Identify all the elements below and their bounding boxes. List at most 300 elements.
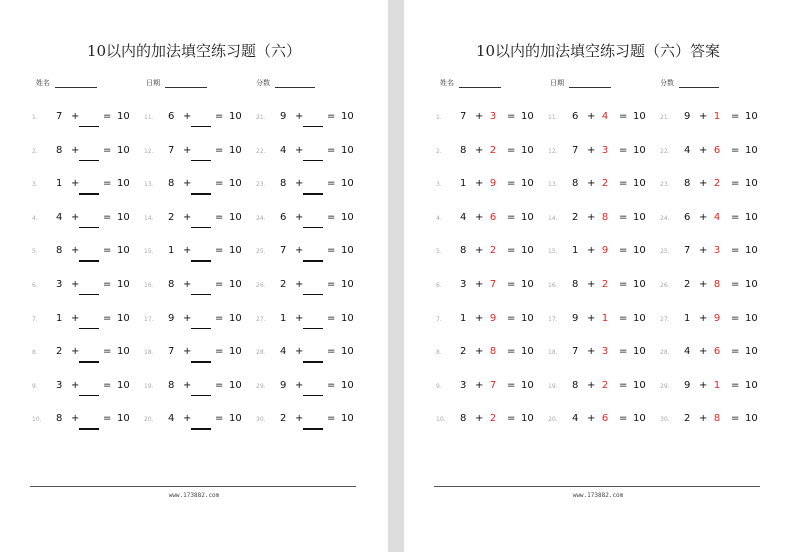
equals-sign: = bbox=[507, 144, 516, 156]
problem-number: 3. bbox=[436, 181, 442, 189]
problem-number: 4. bbox=[32, 214, 38, 222]
equals-sign: = bbox=[327, 279, 336, 290]
equals-sign: = bbox=[215, 245, 224, 257]
sum-value: 10 bbox=[521, 312, 534, 324]
footer-divider bbox=[434, 486, 760, 487]
addend: 8 bbox=[56, 245, 63, 257]
date-field bbox=[550, 70, 611, 88]
footer-divider bbox=[30, 486, 356, 487]
plus-sign: + bbox=[475, 178, 484, 190]
problem-item bbox=[548, 177, 648, 201]
page-title: 10以内的加法填空练习题（六）答案 bbox=[475, 42, 721, 60]
answer-value: 9 bbox=[601, 245, 609, 257]
answer-value: 8 bbox=[489, 346, 497, 358]
sum-value: 10 bbox=[117, 312, 130, 324]
sum-value: 10 bbox=[745, 178, 758, 190]
addend: 8 bbox=[56, 144, 63, 156]
page-title: 10以内的加法填空练习题（六） bbox=[86, 42, 302, 60]
equals-sign: = bbox=[619, 379, 628, 391]
problem-number: 24. bbox=[660, 214, 670, 222]
answer-value: 2 bbox=[489, 245, 497, 257]
answer-blank[interactable] bbox=[303, 361, 323, 362]
problem-item bbox=[256, 211, 356, 235]
problem-item bbox=[144, 244, 244, 268]
problem-number: 22. bbox=[256, 147, 266, 155]
sum-value: 10 bbox=[229, 211, 242, 223]
addend: 2 bbox=[460, 346, 467, 358]
sum-value: 10 bbox=[745, 379, 758, 391]
equals-sign: = bbox=[731, 144, 740, 156]
sum-value: 10 bbox=[117, 245, 130, 257]
addend: 2 bbox=[572, 211, 579, 223]
problem-number: 11. bbox=[144, 114, 154, 121]
answer-value: 2 bbox=[489, 144, 497, 156]
sum-value: 10 bbox=[229, 312, 242, 324]
addend: 6 bbox=[684, 211, 691, 223]
equals-sign: = bbox=[215, 312, 224, 324]
answer-blank[interactable] bbox=[303, 328, 323, 329]
sum-value: 10 bbox=[117, 279, 130, 290]
plus-sign: + bbox=[295, 379, 304, 391]
plus-sign: + bbox=[295, 144, 304, 156]
plus-sign: + bbox=[587, 144, 596, 156]
problem-number: 22. bbox=[660, 147, 670, 155]
answer-value: 2 bbox=[601, 379, 609, 391]
answer-blank[interactable] bbox=[79, 227, 99, 228]
equals-sign: = bbox=[507, 379, 516, 391]
sum-value: 10 bbox=[341, 144, 354, 156]
problem-item bbox=[436, 278, 536, 302]
answer-blank[interactable] bbox=[191, 160, 211, 161]
plus-sign: + bbox=[183, 211, 192, 223]
plus-sign: + bbox=[183, 178, 192, 190]
answer-value: 4 bbox=[713, 211, 721, 223]
problem-item bbox=[144, 177, 244, 201]
problem-item bbox=[436, 110, 536, 134]
equals-sign: = bbox=[507, 312, 516, 324]
problem-item bbox=[256, 110, 356, 134]
equals-sign: = bbox=[103, 211, 112, 223]
problem-item bbox=[256, 312, 356, 336]
answer-blank[interactable] bbox=[191, 395, 211, 396]
addend: 8 bbox=[684, 178, 691, 190]
addend: 7 bbox=[168, 346, 175, 358]
problem-number: 8. bbox=[436, 349, 442, 357]
equals-sign: = bbox=[327, 178, 336, 190]
plus-sign: + bbox=[71, 111, 80, 122]
sum-value: 10 bbox=[745, 413, 758, 425]
answer-value: 8 bbox=[601, 211, 609, 223]
sum-value: 10 bbox=[229, 346, 242, 358]
equals-sign: = bbox=[731, 413, 740, 425]
answer-blank[interactable] bbox=[303, 428, 323, 429]
addend: 4 bbox=[572, 413, 579, 425]
plus-sign: + bbox=[699, 111, 708, 122]
problem-number: 13. bbox=[144, 181, 154, 189]
problem-item bbox=[144, 312, 244, 336]
plus-sign: + bbox=[183, 279, 192, 290]
answer-blank[interactable] bbox=[191, 328, 211, 329]
addend: 7 bbox=[684, 245, 691, 257]
answer-blank[interactable] bbox=[79, 160, 99, 161]
problem-item bbox=[436, 211, 536, 235]
equals-sign: = bbox=[215, 279, 224, 290]
problem-item bbox=[144, 278, 244, 302]
answer-blank[interactable] bbox=[191, 361, 211, 362]
problem-item bbox=[256, 177, 356, 201]
plus-sign: + bbox=[295, 279, 304, 290]
plus-sign: + bbox=[71, 211, 80, 223]
equals-sign: = bbox=[215, 379, 224, 391]
date-blank bbox=[165, 86, 207, 88]
plus-sign: + bbox=[71, 178, 80, 190]
answer-blank[interactable] bbox=[191, 126, 211, 127]
plus-sign: + bbox=[183, 245, 192, 257]
problem-item bbox=[660, 278, 760, 302]
problem-item bbox=[32, 312, 132, 336]
addend: 9 bbox=[168, 312, 175, 324]
equals-sign: = bbox=[507, 413, 516, 425]
sum-value: 10 bbox=[117, 111, 130, 122]
addend: 7 bbox=[572, 346, 579, 358]
answer-value: 3 bbox=[489, 111, 497, 122]
problem-number: 7. bbox=[436, 315, 442, 323]
plus-sign: + bbox=[699, 211, 708, 223]
answer-value: 8 bbox=[713, 413, 721, 425]
problem-number: 25. bbox=[660, 248, 670, 256]
plus-sign: + bbox=[295, 413, 304, 425]
addend: 4 bbox=[168, 413, 175, 425]
name-blank bbox=[459, 86, 501, 88]
equals-sign: = bbox=[103, 413, 112, 425]
sum-value: 10 bbox=[117, 144, 130, 156]
answer-blank[interactable] bbox=[303, 160, 323, 161]
plus-sign: + bbox=[699, 245, 708, 257]
addend: 4 bbox=[280, 144, 287, 156]
addend: 2 bbox=[684, 413, 691, 425]
equals-sign: = bbox=[215, 178, 224, 190]
sum-value: 10 bbox=[633, 144, 646, 156]
equals-sign: = bbox=[619, 312, 628, 324]
problem-number: 20. bbox=[144, 416, 154, 424]
sum-value: 10 bbox=[229, 245, 242, 257]
problem-item bbox=[436, 177, 536, 201]
plus-sign: + bbox=[295, 245, 304, 257]
problem-item bbox=[660, 379, 760, 403]
plus-sign: + bbox=[587, 312, 596, 324]
plus-sign: + bbox=[475, 144, 484, 156]
problem-number: 23. bbox=[660, 181, 670, 189]
equals-sign: = bbox=[103, 111, 112, 122]
addend: 1 bbox=[460, 312, 467, 324]
plus-sign: + bbox=[71, 144, 80, 156]
answer-value: 2 bbox=[713, 178, 721, 190]
addend: 8 bbox=[168, 178, 175, 190]
plus-sign: + bbox=[295, 211, 304, 223]
plus-sign: + bbox=[475, 413, 484, 425]
sum-value: 10 bbox=[341, 178, 354, 190]
plus-sign: + bbox=[295, 178, 304, 190]
plus-sign: + bbox=[183, 144, 192, 156]
problem-item bbox=[144, 412, 244, 436]
score-label: 分数 bbox=[660, 79, 674, 87]
problem-number: 8. bbox=[32, 349, 38, 357]
problem-number: 26. bbox=[660, 282, 670, 289]
plus-sign: + bbox=[587, 413, 596, 425]
problem-item bbox=[660, 211, 760, 235]
addend: 7 bbox=[56, 111, 63, 122]
addend: 8 bbox=[572, 379, 579, 391]
addend: 9 bbox=[684, 379, 691, 391]
answer-blank[interactable] bbox=[191, 294, 211, 295]
answer-blank[interactable] bbox=[79, 395, 99, 396]
score-field bbox=[256, 70, 315, 88]
problem-number: 28. bbox=[660, 349, 670, 357]
equals-sign: = bbox=[327, 312, 336, 324]
sum-value: 10 bbox=[341, 211, 354, 223]
date-blank bbox=[569, 86, 611, 88]
problem-item bbox=[256, 412, 356, 436]
answer-blank[interactable] bbox=[79, 260, 99, 261]
addend: 7 bbox=[460, 111, 467, 122]
answer-blank[interactable] bbox=[79, 126, 99, 127]
equals-sign: = bbox=[215, 413, 224, 425]
problem-item bbox=[436, 312, 536, 336]
problem-number: 7. bbox=[32, 315, 38, 323]
problem-item bbox=[436, 345, 536, 369]
problem-number: 26. bbox=[256, 282, 266, 289]
sum-value: 10 bbox=[745, 346, 758, 358]
answer-value: 1 bbox=[713, 111, 721, 122]
worksheet-page bbox=[0, 0, 388, 552]
problem-item bbox=[32, 177, 132, 201]
problem-number: 12. bbox=[144, 147, 154, 155]
name-field bbox=[36, 70, 97, 88]
plus-sign: + bbox=[295, 312, 304, 324]
answer-blank[interactable] bbox=[79, 361, 99, 362]
answer-blank[interactable] bbox=[79, 294, 99, 295]
plus-sign: + bbox=[475, 279, 484, 290]
problem-item bbox=[548, 144, 648, 168]
plus-sign: + bbox=[71, 346, 80, 358]
plus-sign: + bbox=[475, 245, 484, 257]
addend: 8 bbox=[460, 245, 467, 257]
answer-value: 9 bbox=[489, 312, 497, 324]
answer-value: 2 bbox=[601, 279, 609, 290]
equals-sign: = bbox=[731, 279, 740, 290]
sum-value: 10 bbox=[341, 413, 354, 425]
equals-sign: = bbox=[103, 178, 112, 190]
answer-blank[interactable] bbox=[303, 395, 323, 396]
problem-number: 30. bbox=[660, 416, 670, 424]
equals-sign: = bbox=[619, 245, 628, 257]
sum-value: 10 bbox=[341, 312, 354, 324]
problem-number: 24. bbox=[256, 214, 266, 222]
plus-sign: + bbox=[699, 413, 708, 425]
answer-page bbox=[404, 0, 792, 552]
answer-value: 6 bbox=[713, 144, 721, 156]
answer-blank[interactable] bbox=[303, 126, 323, 127]
sum-value: 10 bbox=[633, 111, 646, 122]
problem-number: 6. bbox=[32, 282, 38, 289]
problem-number: 2. bbox=[436, 147, 442, 155]
problem-item bbox=[32, 379, 132, 403]
score-label: 分数 bbox=[256, 79, 270, 87]
problem-item bbox=[548, 312, 648, 336]
addend: 8 bbox=[168, 379, 175, 391]
sum-value: 10 bbox=[745, 312, 758, 324]
problem-item bbox=[548, 211, 648, 235]
plus-sign: + bbox=[475, 312, 484, 324]
problem-item bbox=[548, 412, 648, 436]
problem-number: 27. bbox=[256, 315, 266, 323]
problem-item bbox=[256, 379, 356, 403]
problem-item bbox=[144, 211, 244, 235]
addend: 3 bbox=[56, 379, 63, 391]
problem-number: 2. bbox=[32, 147, 38, 155]
plus-sign: + bbox=[71, 413, 80, 425]
addend: 7 bbox=[280, 245, 287, 257]
equals-sign: = bbox=[327, 379, 336, 391]
score-blank bbox=[679, 86, 719, 88]
answer-value: 8 bbox=[713, 279, 721, 290]
answer-value: 3 bbox=[601, 346, 609, 358]
problem-item bbox=[144, 379, 244, 403]
equals-sign: = bbox=[507, 178, 516, 190]
addend: 9 bbox=[684, 111, 691, 122]
problem-number: 30. bbox=[256, 416, 266, 424]
problem-item bbox=[660, 412, 760, 436]
addend: 1 bbox=[56, 178, 63, 190]
answer-blank[interactable] bbox=[303, 260, 323, 261]
sum-value: 10 bbox=[521, 245, 534, 257]
problem-item bbox=[256, 278, 356, 302]
problem-item bbox=[548, 345, 648, 369]
problem-number: 21. bbox=[256, 114, 266, 121]
equals-sign: = bbox=[103, 346, 112, 358]
sum-value: 10 bbox=[745, 279, 758, 290]
problem-number: 9. bbox=[32, 382, 38, 390]
plus-sign: + bbox=[699, 178, 708, 190]
problem-number: 15. bbox=[144, 248, 154, 256]
addend: 8 bbox=[460, 144, 467, 156]
sum-value: 10 bbox=[633, 279, 646, 290]
plus-sign: + bbox=[699, 312, 708, 324]
equals-sign: = bbox=[507, 346, 516, 358]
answer-blank[interactable] bbox=[79, 328, 99, 329]
problem-number: 3. bbox=[32, 181, 38, 189]
problem-item bbox=[144, 345, 244, 369]
equals-sign: = bbox=[731, 211, 740, 223]
sum-value: 10 bbox=[229, 379, 242, 391]
equals-sign: = bbox=[731, 312, 740, 324]
plus-sign: + bbox=[475, 211, 484, 223]
problem-item bbox=[32, 211, 132, 235]
answer-blank[interactable] bbox=[79, 193, 99, 194]
problem-item bbox=[660, 244, 760, 268]
problem-number: 14. bbox=[144, 214, 154, 222]
equals-sign: = bbox=[619, 413, 628, 425]
addend: 3 bbox=[460, 279, 467, 290]
answer-blank[interactable] bbox=[303, 227, 323, 228]
sum-value: 10 bbox=[745, 211, 758, 223]
sum-value: 10 bbox=[341, 245, 354, 257]
addend: 9 bbox=[280, 111, 287, 122]
answer-blank[interactable] bbox=[79, 428, 99, 429]
sum-value: 10 bbox=[633, 312, 646, 324]
sum-value: 10 bbox=[521, 379, 534, 391]
answer-value: 7 bbox=[489, 379, 497, 391]
equals-sign: = bbox=[215, 111, 224, 122]
addend: 9 bbox=[572, 312, 579, 324]
answer-blank[interactable] bbox=[191, 193, 211, 194]
problem-number: 12. bbox=[548, 147, 558, 155]
addend: 1 bbox=[572, 245, 579, 257]
sum-value: 10 bbox=[633, 413, 646, 425]
addend: 8 bbox=[168, 279, 175, 290]
plus-sign: + bbox=[183, 111, 192, 122]
answer-blank[interactable] bbox=[191, 227, 211, 228]
sum-value: 10 bbox=[341, 279, 354, 290]
problem-number: 18. bbox=[548, 349, 558, 357]
score-field bbox=[660, 70, 719, 88]
problem-number: 4. bbox=[436, 214, 442, 222]
addend: 1 bbox=[684, 312, 691, 324]
equals-sign: = bbox=[327, 346, 336, 358]
plus-sign: + bbox=[71, 379, 80, 391]
addend: 8 bbox=[572, 279, 579, 290]
sum-value: 10 bbox=[341, 111, 354, 122]
equals-sign: = bbox=[619, 144, 628, 156]
addend: 1 bbox=[56, 312, 63, 324]
sum-value: 10 bbox=[633, 346, 646, 358]
answer-value: 7 bbox=[489, 279, 497, 290]
addend: 3 bbox=[460, 379, 467, 391]
problem-number: 14. bbox=[548, 214, 558, 222]
problem-number: 1. bbox=[32, 114, 38, 121]
name-blank bbox=[55, 86, 97, 88]
sum-value: 10 bbox=[521, 144, 534, 156]
answer-value: 9 bbox=[489, 178, 497, 190]
problem-number: 23. bbox=[256, 181, 266, 189]
answer-blank[interactable] bbox=[303, 294, 323, 295]
plus-sign: + bbox=[475, 379, 484, 391]
addend: 4 bbox=[684, 346, 691, 358]
equals-sign: = bbox=[619, 279, 628, 290]
plus-sign: + bbox=[587, 111, 596, 122]
sum-value: 10 bbox=[521, 111, 534, 122]
sum-value: 10 bbox=[117, 379, 130, 391]
answer-blank[interactable] bbox=[191, 428, 211, 429]
problem-item bbox=[32, 144, 132, 168]
answer-blank[interactable] bbox=[191, 260, 211, 261]
sum-value: 10 bbox=[229, 144, 242, 156]
equals-sign: = bbox=[327, 144, 336, 156]
date-label: 日期 bbox=[550, 79, 564, 87]
answer-blank[interactable] bbox=[303, 193, 323, 194]
problem-number: 27. bbox=[660, 315, 670, 323]
problem-number: 13. bbox=[548, 181, 558, 189]
plus-sign: + bbox=[183, 379, 192, 391]
equals-sign: = bbox=[327, 413, 336, 425]
addend: 2 bbox=[168, 211, 175, 223]
problem-item bbox=[32, 110, 132, 134]
sum-value: 10 bbox=[633, 178, 646, 190]
answer-value: 3 bbox=[601, 144, 609, 156]
answer-value: 9 bbox=[713, 312, 721, 324]
equals-sign: = bbox=[619, 211, 628, 223]
answer-value: 6 bbox=[489, 211, 497, 223]
